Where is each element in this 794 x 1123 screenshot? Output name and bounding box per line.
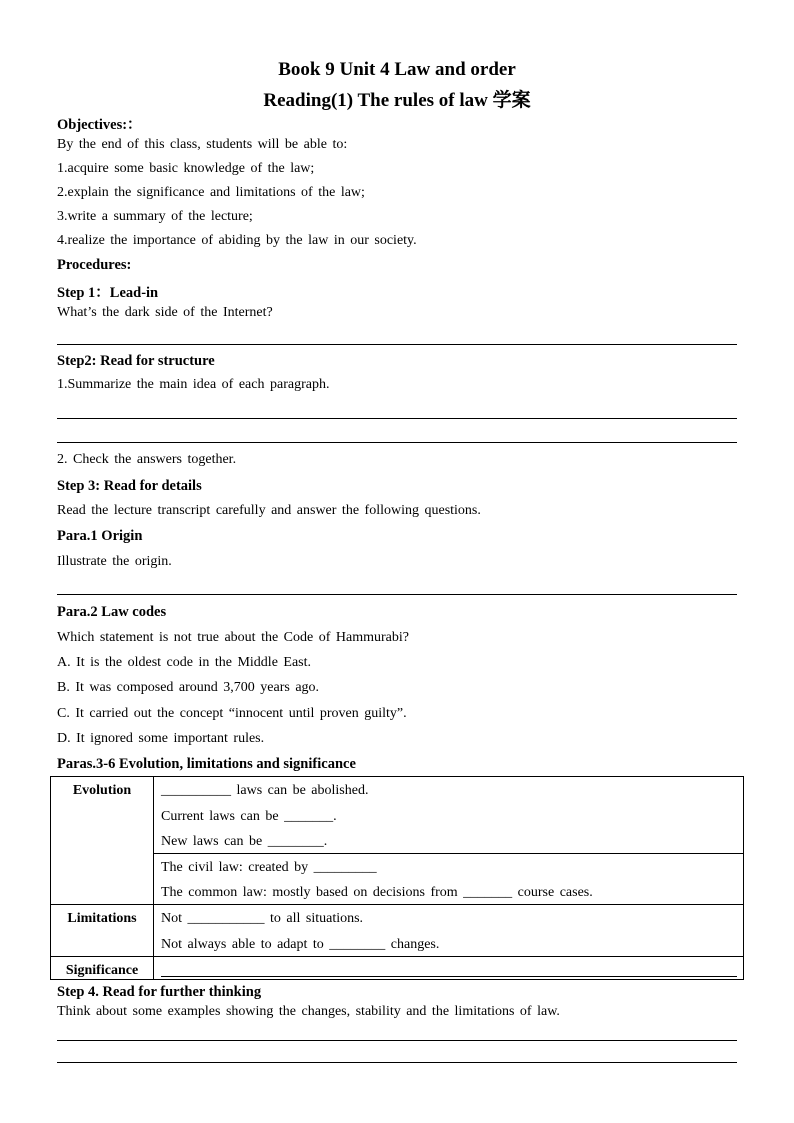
objectives-intro: By the end of this class, students will be able to: xyxy=(57,137,348,152)
table-divider xyxy=(51,956,743,957)
answer-line[interactable] xyxy=(57,442,737,443)
option-b[interactable]: B. It was composed around 3,700 years ago. xyxy=(57,680,320,695)
step3-intro: Read the lecture transcript carefully and answer the following questions. xyxy=(57,503,481,518)
option-a[interactable]: A. It is the oldest code in the Middle East. xyxy=(57,655,312,670)
answer-line[interactable] xyxy=(57,1040,737,1041)
step1-heading: Step 1：Lead-in xyxy=(57,285,159,301)
paras36-heading: Paras.3-6 Evolution, limitations and significance xyxy=(57,756,356,772)
answer-line[interactable] xyxy=(57,1062,737,1063)
para1-heading: Para.1 Origin xyxy=(57,528,143,544)
step2-task2: 2. Check the answers together. xyxy=(57,452,237,467)
evolution-label: Evolution xyxy=(72,783,132,798)
procedures-heading: Procedures: xyxy=(57,257,132,273)
objective-item: 3.write a summary of the lecture; xyxy=(57,209,253,224)
option-c[interactable]: C. It carried out the concept “innocent until proven guilty”. xyxy=(57,706,407,721)
objectives-heading: Objectives:： xyxy=(57,117,142,133)
limitations-row[interactable]: Not ___________ to all situations. xyxy=(161,911,364,926)
objective-item: 2.explain the significance and limitations of the law; xyxy=(57,185,365,200)
step1-question: What’s the dark side of the Internet? xyxy=(57,305,273,320)
limitations-label: Limitations xyxy=(67,911,137,926)
option-d[interactable]: D. It ignored some important rules. xyxy=(57,731,265,746)
step4-heading: Step 4. Read for further thinking xyxy=(57,984,262,1000)
evolution-row[interactable]: The civil law: created by _________ xyxy=(161,860,377,875)
answer-line[interactable] xyxy=(57,344,737,345)
para2-question: Which statement is not true about the Code of Hammurabi? xyxy=(57,630,409,645)
table-divider xyxy=(153,777,154,979)
step2-task1: 1.Summarize the main idea of each paragraph. xyxy=(57,377,330,392)
table-divider xyxy=(51,904,743,905)
step4-task: Think about some examples showing the changes, stability and the limitations of law. xyxy=(57,1004,560,1019)
step3-heading: Step 3: Read for details xyxy=(57,478,202,494)
step2-heading: Step2: Read for structure xyxy=(57,353,215,369)
objective-item: 1.acquire some basic knowledge of the law; xyxy=(57,161,315,176)
evolution-row[interactable]: The common law: mostly based on decisions from _______ course cases. xyxy=(161,885,593,900)
limitations-row[interactable]: Not always able to adapt to ________ changes. xyxy=(161,937,440,952)
page-title: Book 9 Unit 4 Law and order xyxy=(278,59,516,80)
objective-item: 4.realize the importance of abiding by the law in our society. xyxy=(57,233,417,248)
page-subtitle: Reading(1) The rules of law 学案 xyxy=(263,90,531,111)
para1-task: Illustrate the origin. xyxy=(57,554,172,569)
evolution-row[interactable]: New laws can be ________. xyxy=(161,834,328,849)
answer-line[interactable] xyxy=(57,418,737,419)
significance-label: Significance xyxy=(65,963,139,978)
evolution-row[interactable]: Current laws can be _______. xyxy=(161,809,337,824)
summary-table xyxy=(50,776,744,980)
significance-answer-line[interactable] xyxy=(161,976,737,977)
para2-heading: Para.2 Law codes xyxy=(57,604,167,620)
evolution-row[interactable]: __________ laws can be abolished. xyxy=(161,783,369,798)
table-divider xyxy=(153,853,743,854)
answer-line[interactable] xyxy=(57,594,737,595)
